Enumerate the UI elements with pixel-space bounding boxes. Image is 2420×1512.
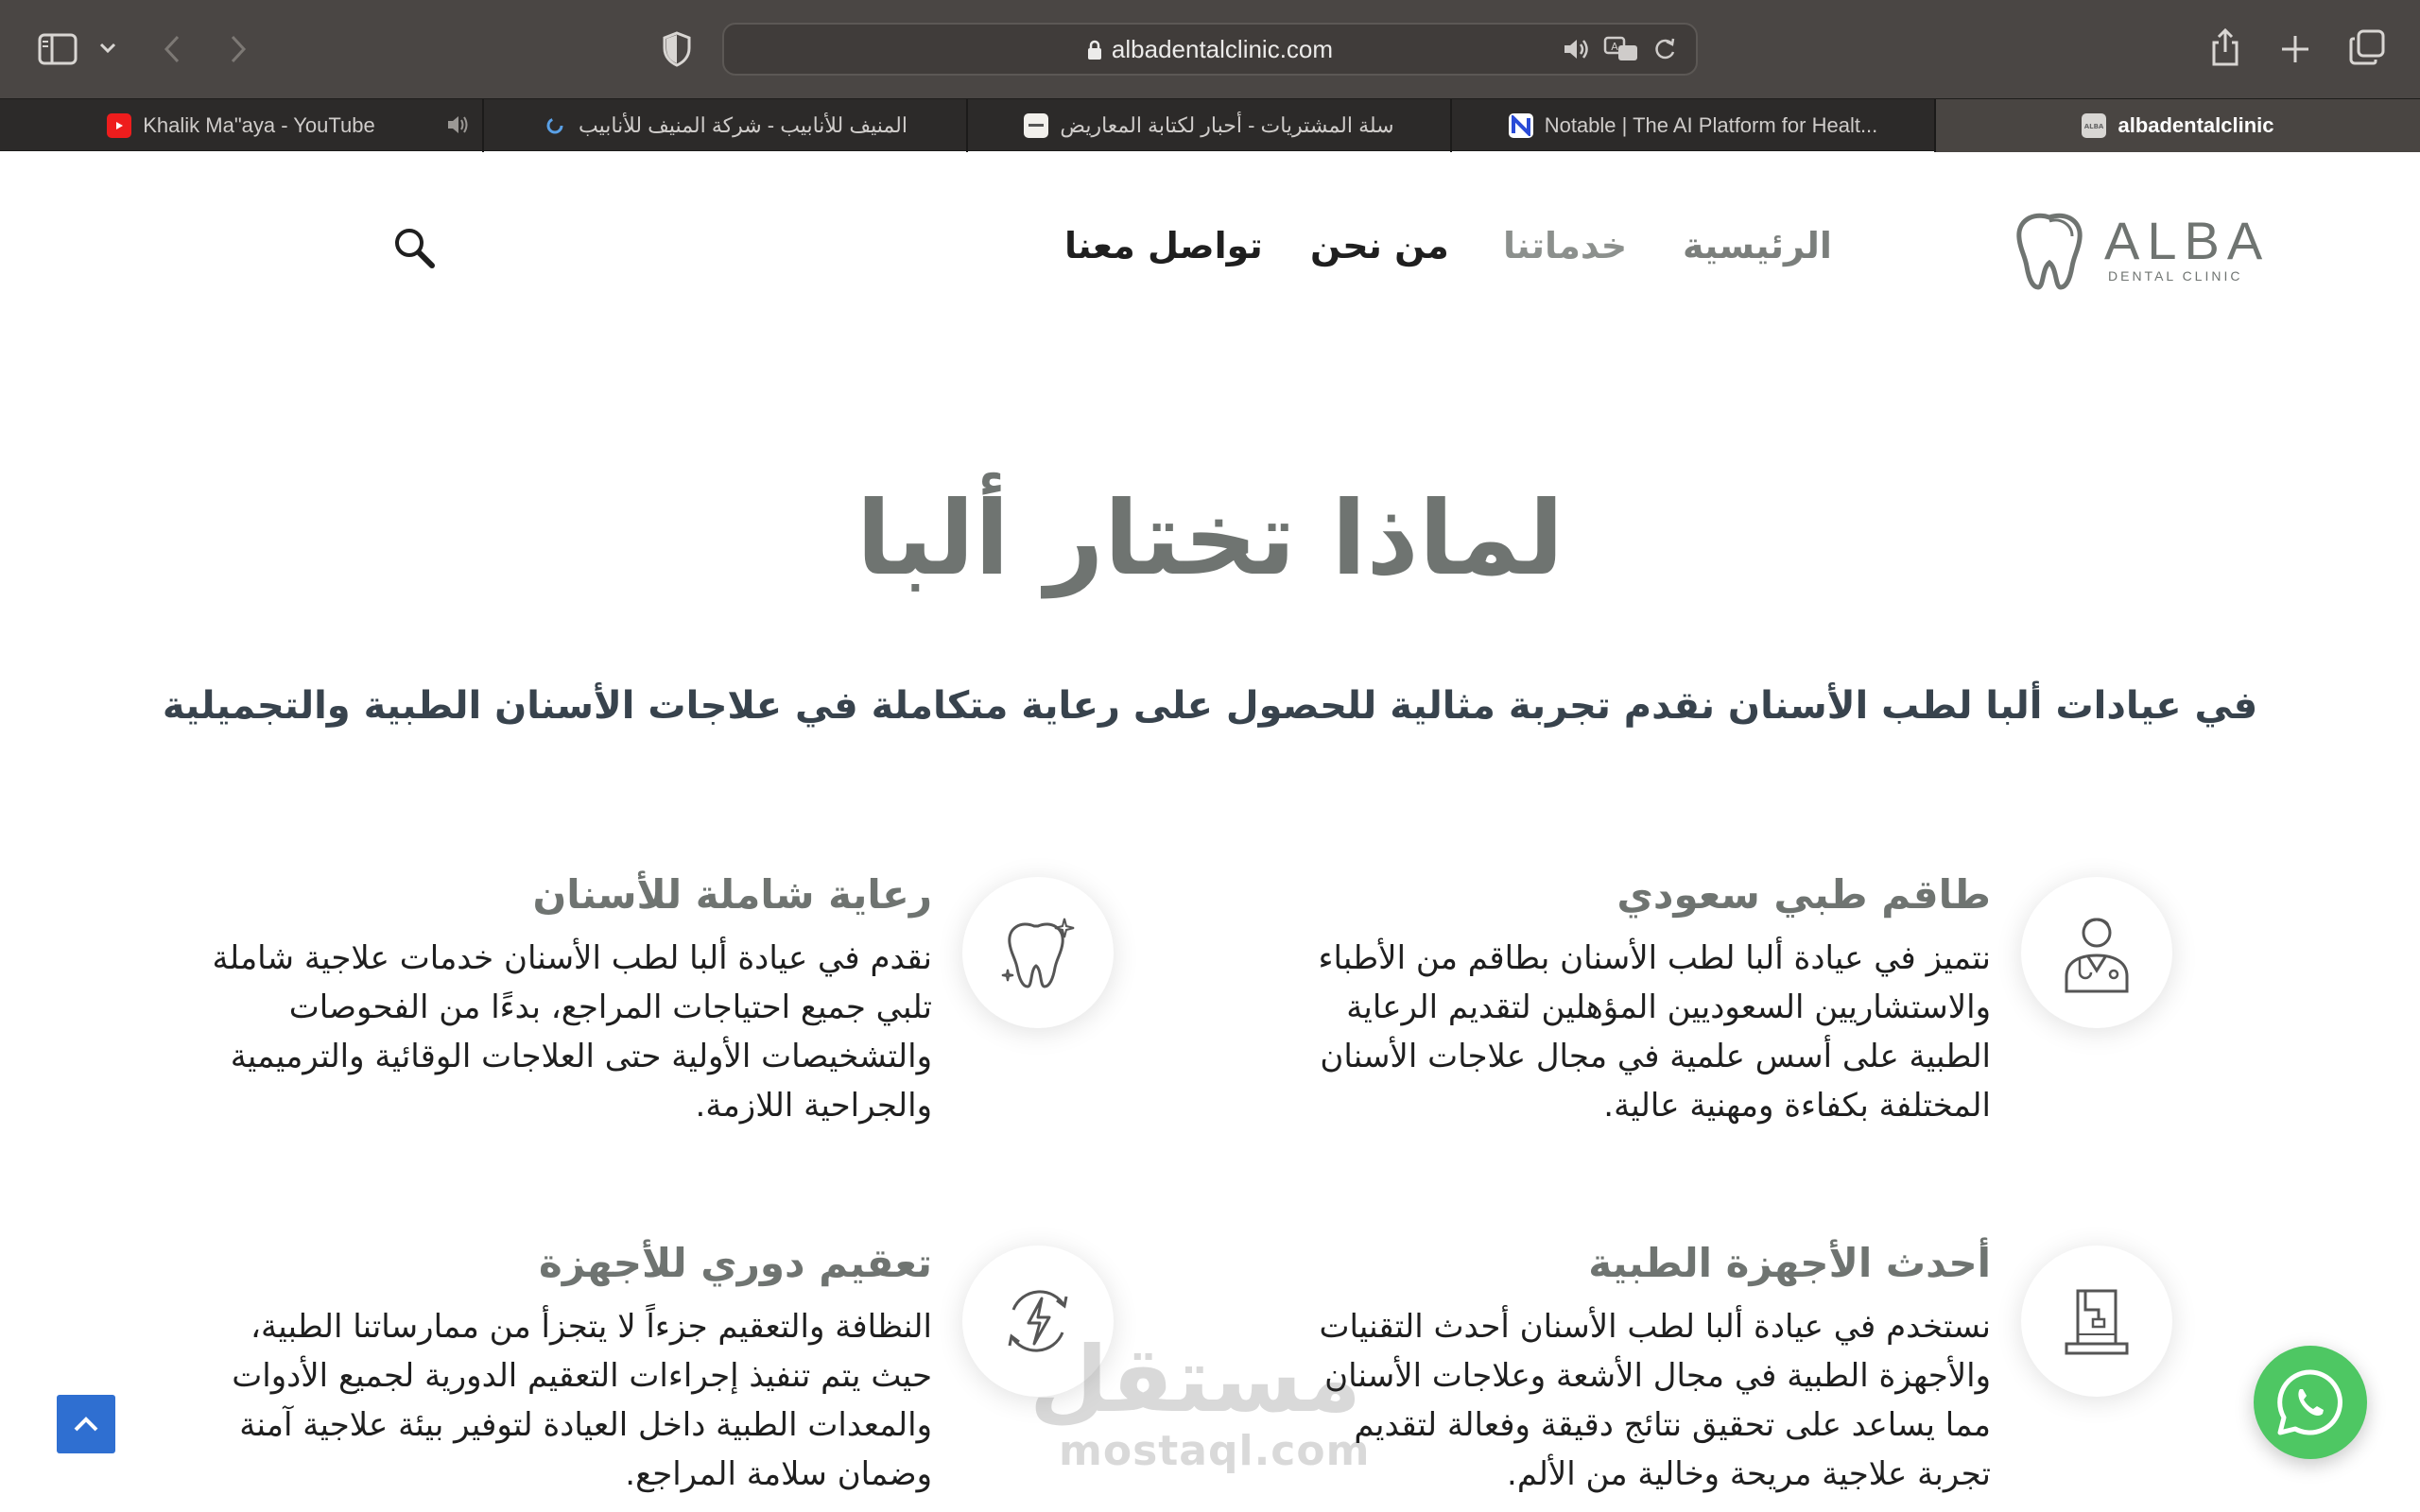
whatsapp-icon (2274, 1366, 2346, 1438)
logo-name: ALBA (2104, 211, 2271, 270)
page-title: لماذا تختار ألبا (856, 480, 1564, 598)
feature-description: النظافة والتعقيم جزءاً لا يتجزأ من ممارساتنا الطبية، حيث يتم تنفيذ إجراءات التعقيم الدورية لجميع الأدوات والمعدات الطبية داخل العيادة لتوفير بيئة علاجية آمنة وضمان سلامة المراجع. (232, 1308, 932, 1493)
svg-text:A: A (1611, 41, 1618, 53)
sparkling-tooth-icon (998, 913, 1078, 992)
forward-icon[interactable] (219, 30, 257, 68)
tab-bar (0, 98, 2420, 151)
tab-overview-icon[interactable] (2346, 26, 2388, 68)
feature-title: رعاية شاملة للأسنان (532, 871, 932, 918)
almuneef-favicon-icon (543, 113, 567, 138)
youtube-icon (107, 113, 131, 138)
nav-about[interactable]: من نحن (1310, 225, 1449, 266)
speaker-icon[interactable] (1562, 36, 1590, 66)
logo-tagline: DENTAL CLINIC (2108, 268, 2243, 284)
watermark-latin: mostaql.com (1059, 1427, 1371, 1475)
tab-label: Khalik Ma"aya - YouTube (143, 113, 375, 137)
privacy-shield-icon[interactable] (656, 28, 698, 70)
lock-icon (1087, 40, 1102, 59)
feature-title: أحدث الأجهزة الطبية (1588, 1240, 1991, 1286)
tab-label: Notable | The AI Platform for Healt... (1544, 113, 1878, 137)
tab-notable[interactable] (1452, 99, 1936, 152)
feature-icon-circle (2021, 1246, 2172, 1397)
tab-audio-icon[interactable] (446, 114, 471, 141)
site-logo[interactable] (2012, 208, 2271, 293)
url-text: albadentalclinic.com (1111, 34, 1334, 63)
chevron-up-icon (72, 1415, 100, 1434)
tab-albadentalclinic[interactable] (1936, 99, 2420, 152)
feature-description: نقدم في عيادة ألبا لطب الأسنان خدمات علاجية شاملة تلبي جميع احتياجات المراجع، بدءًا من الفحوصات والتشخيصات الأولية حتى العلاجات الوقائية والترميمية والجراحية اللازمة. (212, 939, 932, 1125)
tab-label: المنيف للأنابيب - شركة المنيف للأنابيب (579, 113, 908, 137)
share-icon[interactable] (2206, 25, 2244, 70)
feature-title: تعقيم دوري للأجهزة (539, 1240, 932, 1286)
feature-title: طاقم طبي سعودي (1616, 871, 1991, 918)
feature-description: نستخدم في عيادة ألبا لطب الأسنان أحدث التقنيات والأجهزة الطبية في مجال الأشعة وعلاجات الأسنان مما يساعد على تحقيق نتائج دقيقة وفعالة لتقديم تجربة علاجية مريحة وخالية من الألم. (1319, 1308, 1991, 1493)
tab-youtube[interactable] (0, 99, 484, 152)
chevron-down-icon[interactable] (95, 34, 121, 62)
doctor-icon (2057, 910, 2136, 995)
scroll-to-top-button[interactable] (57, 1395, 115, 1453)
nav-home[interactable]: الرئيسية (1683, 225, 1832, 266)
nav-services[interactable]: خدماتنا (1503, 225, 1628, 266)
notable-favicon-icon (1509, 113, 1533, 138)
back-icon[interactable] (153, 30, 191, 68)
watermark (1028, 1327, 1371, 1484)
page-subtitle: في عيادات ألبا لطب الأسنان نقدم تجربة مثالية للحصول على رعاية متكاملة في علاجات الأسنان الطبية والتجميلية (162, 684, 2258, 728)
new-tab-icon[interactable] (2276, 30, 2314, 68)
tab-ahbar[interactable] (968, 99, 1452, 152)
tab-almuneef[interactable] (484, 99, 968, 152)
whatsapp-button[interactable] (2254, 1346, 2367, 1459)
sidebar-toggle-icon[interactable] (36, 28, 79, 70)
alba-favicon-icon (2082, 113, 2106, 138)
reload-icon[interactable] (1652, 36, 1677, 66)
nav-contact[interactable]: تواصل معنا (1064, 225, 1263, 266)
feature-icon-circle (2021, 877, 2172, 1028)
tab-label: albadentalclinic (2118, 113, 2274, 137)
feature-icon-circle (962, 877, 1114, 1028)
search-icon[interactable] (391, 225, 437, 270)
ahbar-favicon-icon (1024, 113, 1048, 138)
feature-description: نتميز في عيادة ألبا لطب الأسنان بطاقم من الأطباء والاستشاريين السعوديين المؤهلين لتقديم الرعاية الطبية على أسس علمية في مجال علاجات الأسنان المختلفة بكفاءة ومهنية عالية. (1318, 939, 1991, 1125)
translate-icon[interactable] (1603, 36, 1639, 66)
watermark-arabic: مستقل (1028, 1327, 1361, 1433)
tab-label: سلة المشتريات - أحبار لكتابة المعاريض (1060, 113, 1394, 137)
svg-text:ALBA: ALBA (2084, 123, 2104, 130)
address-bar[interactable] (722, 23, 1698, 76)
browser-toolbar (0, 0, 2420, 98)
dental-xray-icon (2057, 1281, 2136, 1361)
